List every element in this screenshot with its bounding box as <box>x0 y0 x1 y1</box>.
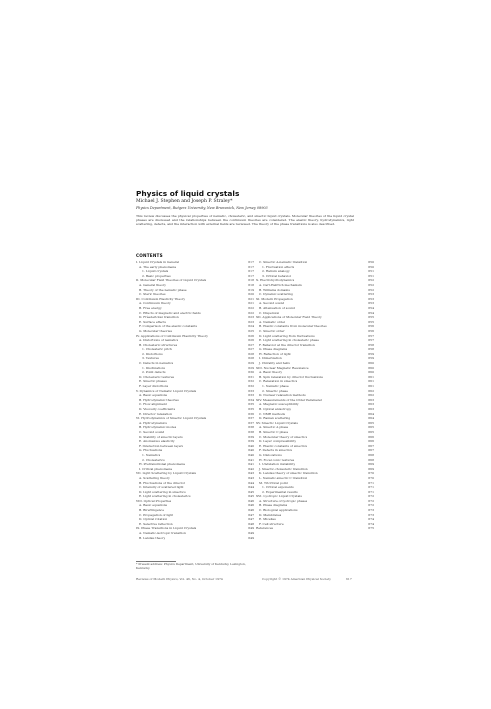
toc-entry-title: F. Defects in smectics <box>259 448 293 453</box>
toc-entry-page: 668 <box>368 457 374 462</box>
toc-entry-title: F. Layer distortions <box>139 384 169 389</box>
toc-entry-page: 652 <box>368 287 374 292</box>
toc-entry-page: 649 <box>248 526 254 531</box>
toc-entry-title: XIV. Measurements of the Order Parameter <box>256 397 323 402</box>
toc-entry-title: B. Elastic constants from molecular theories <box>259 324 327 329</box>
toc-entry-page: 638 <box>248 429 254 434</box>
toc-entry-title: E. Anomalous elasticity <box>139 439 175 444</box>
toc-entry-title: D. Fréedericksz transition <box>139 315 179 320</box>
toc-entry-page: 649 <box>248 531 254 536</box>
toc-entry-page: 620 <box>248 292 254 297</box>
toc-entry <box>256 526 374 531</box>
toc-entry-page: 622 <box>248 305 254 310</box>
toc-entry-page: 644 <box>248 485 254 490</box>
toc-entry-title: C. Molecular theory of smectics <box>259 434 308 439</box>
toc-entry-page: 659 <box>368 351 374 356</box>
toc-entry-title: C. Biological applications <box>259 508 298 513</box>
toc-entry-title: A. Basic equations <box>139 503 168 508</box>
toc-entry-title: A. Basic theory <box>259 370 283 375</box>
toc-entry-title: E. Smectic phases <box>139 379 167 384</box>
toc-entry-title: D. Layer compressibility <box>259 439 297 444</box>
toc-entry-title: C. Smectic order <box>259 328 285 333</box>
toc-entry-page: 661 <box>368 384 374 389</box>
toc-entry-page: 640 <box>248 448 254 453</box>
toc-entry-title: A. Distortions of nematics <box>139 338 179 343</box>
toc-entry-page: 656 <box>368 328 374 333</box>
toc-entry-page: 666 <box>368 439 374 444</box>
toc-entry-title: III. Continuum Elasticity Theory <box>136 296 186 301</box>
toc-entry-title: M. Tricritical point <box>259 480 288 485</box>
toc-entry-title: B. Optical anisotropy <box>259 407 292 411</box>
toc-entry-page: 617 <box>248 260 254 264</box>
toc-entry-title: K. Landau theory of smectic transition <box>259 471 318 476</box>
toc-entry-title: B. Hydrodynamic theories <box>139 397 179 402</box>
toc-entry-page: 651 <box>368 273 374 278</box>
toc-entry-title: VI. Hydrodynamics of Smectic Liquid Crystals <box>136 416 207 421</box>
toc-entry-title: A. The early phenomena <box>139 264 177 269</box>
toc-entry-page: 670 <box>368 471 374 476</box>
toc-entry-page: 645 <box>248 489 254 494</box>
toc-entry-page: 635 <box>248 407 254 411</box>
toc-entry-page: 662 <box>368 388 374 393</box>
toc-entry-page: 650 <box>368 264 374 269</box>
toc-entry-title: 1. Fluctuation effects <box>262 264 295 269</box>
toc-entry-title: B. Phase diagrams <box>259 503 288 508</box>
toc-entry-page: 665 <box>368 420 374 425</box>
toc-entry-title: 2. Point defects <box>142 370 166 375</box>
toc-entry-page: 653 <box>368 301 374 306</box>
toc-entry-title: C. Relaxation in smectics <box>259 379 298 384</box>
toc-entry-title: V. Dynamics of Nematic Liquid Crystals <box>136 388 197 393</box>
toc-entry-title: 2. Basic properties <box>142 273 171 278</box>
toc-entry-title: 1. Nematic phase <box>262 384 289 389</box>
toc-entry-page: 625 <box>248 328 254 333</box>
toc-entry-title: A. Hydrodynamics <box>139 420 167 425</box>
toc-entry-page: 628 <box>248 356 254 361</box>
toc-entry-page: 646 <box>248 508 254 513</box>
toc-entry-page: 671 <box>368 480 374 485</box>
toc-entry-page: 673 <box>368 512 374 517</box>
toc-entry-title: C. Intensity of scattered light <box>139 485 184 490</box>
toc-entry-title: E. Micelles <box>259 517 276 522</box>
toc-entry-page: 671 <box>368 489 374 494</box>
toc-entry-page: 639 <box>248 434 254 439</box>
copyright-line: Copyright © 1974 American Physical Society <box>262 577 331 581</box>
toc-entry-page: 663 <box>368 402 374 407</box>
toc-entry-page: 618 <box>248 278 254 283</box>
toc-entry-page: 667 <box>368 443 374 448</box>
toc-entry-page: 665 <box>368 429 374 434</box>
toc-entry-page: 635 <box>248 402 254 407</box>
toc-entry-page: 653 <box>368 296 374 301</box>
toc-entry-title: B. Free energy <box>139 305 162 310</box>
toc-entry-page: 634 <box>248 397 254 402</box>
toc-entry-page: 629 <box>248 365 254 370</box>
toc-entry-title: B. Birefringence <box>139 508 165 513</box>
toc-entry-title: E. Selective reflection <box>139 521 173 526</box>
toc-entry-page: 664 <box>368 411 374 416</box>
toc-entry-title: H. Pretransitional phenomena <box>139 462 185 467</box>
toc-entry-title: C. NMR methods <box>259 411 286 416</box>
toc-entry-title: B. Landau theory <box>139 535 166 540</box>
toc-entry-title: D. Membranes <box>259 512 282 517</box>
toc-entry-page: 617 <box>248 264 254 269</box>
toc-entry-title: I. Critical phenomena <box>139 466 173 471</box>
toc-entry-title: E. Surface effects <box>139 319 166 324</box>
article-abstract: This review discusses the physical properties of nematic, cholesteric, and smectic liquid crystals. Molecular theories of the liquid crystal phases are discussed and the relationships between the continuum theories are considered. The elastic theory, hydrodynamics, light scattering, defects, and the interaction with external fields are reviewed. The theory of the phase transitions is also described. <box>136 214 354 227</box>
toc-entry-title: F. Cell structure <box>259 521 284 526</box>
toc-entry-page: 653 <box>368 292 374 297</box>
toc-entry-page: 649 <box>248 535 254 540</box>
toc-entry-page: 650 <box>368 260 374 264</box>
toc-entry-page: 643 <box>248 475 254 480</box>
toc-entry-page: 672 <box>368 503 374 508</box>
toc-entry-title: F. Interaction between layers <box>139 443 184 448</box>
toc-entry-page: 655 <box>368 315 374 320</box>
toc-entry-title: A. Nematic order <box>259 319 286 324</box>
toc-entry-page: 664 <box>368 416 374 421</box>
toc-entry-page: 671 <box>368 485 374 490</box>
toc-entry-title: A. Structure of lyotropic phases <box>259 498 308 503</box>
toc-entry-title: C. Propagation of light <box>139 512 174 517</box>
toc-entry-title: C. Dispersion <box>259 310 280 315</box>
toc-entry-page: 646 <box>248 503 254 508</box>
toc-entry-title: C. Effects of magnetic and electric fields <box>139 310 201 315</box>
toc-entry-title: G. Molecular theories <box>139 328 172 333</box>
toc-entry-page: 662 <box>368 393 374 398</box>
toc-entry-title: C. Dynamic scattering <box>259 292 293 297</box>
author-affiliation: Physics Department, Rutgers University, New Brunswick, New Jersey 08903 <box>136 206 268 210</box>
toc-entry-page: 656 <box>368 324 374 329</box>
toc-entry-page: 657 <box>368 333 374 338</box>
toc-entry-title: 1. Liquid crystals <box>142 269 169 274</box>
toc-entry-page: 641 <box>248 457 254 462</box>
toc-entry-page: 624 <box>248 324 254 329</box>
toc-entry-title: C. Second sound <box>139 429 165 434</box>
toc-entry-title: A. General theory <box>139 282 166 287</box>
toc-entry-title: 2. Experimental results <box>262 489 298 494</box>
toc-entry-page: 675 <box>368 526 374 531</box>
toc-entry-title: A. Basic equations <box>139 393 168 398</box>
toc-entry-title: References <box>256 526 274 531</box>
toc-entry-title: C. Steric theories <box>139 292 166 297</box>
toc-entry-title: D. Cholesteric textures <box>139 374 175 379</box>
toc-entry-title: A. Nematic-isotropic transition <box>139 531 186 536</box>
article-authors: Michael J. Stephen and Joseph P. Straley* <box>136 199 233 204</box>
toc-entry-title: G. Dislocations <box>259 452 282 457</box>
toc-entry-title: IX. Phase Transitions in Liquid Crystals <box>136 526 197 531</box>
toc-entry-title: D. Optical rotation <box>139 517 168 522</box>
toc-entry-page: 621 <box>248 296 254 301</box>
toc-entry-page: 637 <box>248 420 254 425</box>
toc-entry-title: B. Fluctuations of the director <box>139 480 186 485</box>
toc-entry-title: A. Scattering theory <box>139 475 170 480</box>
toc-entry-page: 661 <box>368 374 374 379</box>
toc-entry-page: 644 <box>248 480 254 485</box>
toc-entry-page: 657 <box>368 338 374 343</box>
toc-entry-title: 1. Disclinations <box>142 365 166 370</box>
toc-entry-page: 673 <box>368 508 374 513</box>
toc-entry-title: D. Light scattering from fluctuations <box>259 333 315 338</box>
toc-entry-title: C. Smectic A-nematic transition <box>259 260 308 264</box>
toc-entry-page: 642 <box>248 466 254 471</box>
toc-entry-page: 639 <box>248 439 254 444</box>
toc-entry-title: C. Defects in nematics <box>139 361 174 366</box>
toc-entry-page: 661 <box>368 379 374 384</box>
toc-entry-title: H. Focal conic textures <box>259 457 295 462</box>
toc-entry-page: 629 <box>248 361 254 366</box>
toc-entry-title: E. Director relaxation <box>139 411 173 416</box>
toc-entry-title: E. Elastic constants of smectics <box>259 443 308 448</box>
toc-entry-title: E. Light scattering in cholesteric phase <box>259 338 319 343</box>
toc-entry-page: 672 <box>368 498 374 503</box>
toc-entry-page: 641 <box>248 462 254 467</box>
toc-entry-page: 651 <box>368 269 374 274</box>
toc-entry-title: A. Smectic A phase <box>259 425 289 430</box>
toc-entry-title: L. Nematic-smectic C transition <box>259 475 308 480</box>
toc-entry-page: 663 <box>368 397 374 402</box>
toc-entry-page: 655 <box>368 319 374 324</box>
toc-entry-title: XVI. Lyotropic Liquid Crystals <box>256 494 302 499</box>
toc-entry-page: 658 <box>368 347 374 352</box>
toc-entry-page: 621 <box>248 301 254 306</box>
toc-entry-title: 3. Textures <box>142 356 159 361</box>
toc-entry-title: H. Reflection of light <box>259 351 291 356</box>
toc-entry-title: J. Smectic-cholesteric transition <box>259 466 308 471</box>
toc-entry-page: 622 <box>248 310 254 315</box>
toc-entry-title: B. Spin relaxation by director fluctuations <box>259 374 323 379</box>
toc-entry-page: 660 <box>368 370 374 375</box>
toc-entry-title: VII. Light Scattering by Liquid Crystals <box>136 471 196 476</box>
toc-entry-page: 667 <box>368 448 374 453</box>
toc-entry <box>136 536 254 541</box>
toc-entry-title: D. Raman scattering <box>259 416 291 421</box>
toc-entry-page: 637 <box>248 416 254 421</box>
toc-entry-page: 643 <box>248 471 254 476</box>
toc-entry-title: F. Behavior at the director transition <box>259 342 315 347</box>
toc-entry-title: XIII. Nuclear Magnetic Resonance <box>256 365 309 370</box>
toc-entry-title: B. Cholesteric structures <box>139 342 178 347</box>
toc-entry-page: 619 <box>248 287 254 292</box>
toc-entry-page: 617 <box>248 273 254 278</box>
toc-entry-title: G. Fluctuations <box>139 448 163 453</box>
toc-entry-page: 630 <box>248 370 254 375</box>
toc-entry-title: A. Magnetic susceptibility <box>259 402 299 407</box>
toc-entry-title: 2. Distortions <box>142 351 163 356</box>
toc-entry-page: 660 <box>368 365 374 370</box>
toc-entry-page: 618 <box>248 282 254 287</box>
toc-entry-title: 2. Helium analogy <box>262 269 290 274</box>
toc-entry-page: 640 <box>248 452 254 457</box>
journal-citation: Reviews of Modern Physics, Vol. 46, No. 4, October 1974 <box>136 577 223 581</box>
toc-entry-title: B. Hydrodynamic modes <box>139 425 177 430</box>
toc-entry-page: 633 <box>248 393 254 398</box>
toc-entry-page: 648 <box>248 521 254 526</box>
toc-entry-title: B. Attenuation of sound <box>259 305 295 310</box>
toc-entry-title: 1. Nematics <box>142 452 161 457</box>
toc-entry-page: 674 <box>368 521 374 526</box>
toc-entry-page: 659 <box>368 356 374 361</box>
toc-entry-title: A. Continuum theory <box>139 301 171 306</box>
toc-entry-title: I. Liquid Crystals in General <box>136 260 180 264</box>
toc-entry-page: 632 <box>248 384 254 389</box>
toc-entry-page: 623 <box>248 315 254 320</box>
toc-entry-page: 647 <box>248 512 254 517</box>
toc-entry-page: 627 <box>248 342 254 347</box>
toc-entry-title: C. Flow alignment <box>139 402 167 407</box>
toc-entry-title: VIII. Optical Properties <box>136 498 172 503</box>
toc-entry-page: 670 <box>368 475 374 480</box>
page-number: 617 <box>346 577 352 581</box>
toc-entry-page: 638 <box>248 425 254 430</box>
toc-entry-title: 2. Smectic phase <box>262 388 288 393</box>
toc-entry-page: 633 <box>248 388 254 393</box>
toc-entry-page: 654 <box>368 310 374 315</box>
toc-entry-title: 1. Critical exponents <box>262 485 294 490</box>
toc-entry-page: 645 <box>248 494 254 499</box>
toc-entry-title: F. Comparison of the elastic constants <box>139 324 198 329</box>
footnote: * Present address: Physics Department, University of Kentucky, Lexington, Kentucky. <box>136 562 246 570</box>
toc-entry-title: D. Viscosity coefficients <box>139 407 176 411</box>
toc-entry-page: 654 <box>368 305 374 310</box>
toc-entry-title: X. Electrohydrodynamics <box>256 278 295 283</box>
toc-entry-page: 647 <box>248 517 254 522</box>
toc-entry-page: 623 <box>248 319 254 324</box>
toc-entry-page: 674 <box>368 517 374 522</box>
toc-entry-page: 663 <box>368 407 374 411</box>
toc-column-left <box>136 260 254 540</box>
toc-entry-title: A. Carr-Helfrich mechanism <box>259 282 302 287</box>
toc-entry-title: II. Molecular Field Theories of Liquid Crystals <box>136 278 207 283</box>
toc-entry-title: I. Dimerization <box>259 356 282 361</box>
toc-entry-title: XV. Smectic Liquid Crystals <box>256 420 298 425</box>
toc-entry-title: D. Stability of smectic layers <box>139 434 183 439</box>
toc-entry-title: G. Phase diagrams <box>259 347 288 352</box>
toc-entry-page: 632 <box>248 379 254 384</box>
toc-entry-page: 666 <box>368 434 374 439</box>
toc-entry-page: 646 <box>248 498 254 503</box>
toc-entry-title: IV. Applications of Continuum Elasticity Theory <box>136 333 208 338</box>
toc-entry-page: 669 <box>368 462 374 467</box>
toc-entry-page: 626 <box>248 333 254 338</box>
toc-entry-title: D. Nuclear relaxation methods <box>259 393 306 398</box>
toc-entry-title: B. Theory of the nematic phase <box>139 287 187 292</box>
toc-entry-page: 658 <box>368 342 374 347</box>
toc-entry-title: 1. Cholesteric pitch <box>142 347 172 352</box>
toc-entry-title: 3. Critical behavior <box>262 273 292 278</box>
toc-entry-page: 636 <box>248 411 254 416</box>
toc-column-right <box>256 260 374 531</box>
toc-entry-title: XII. Applications of Molecular Field Theory <box>256 315 322 320</box>
toc-entry-page: 652 <box>368 282 374 287</box>
toc-entry-page: 668 <box>368 452 374 457</box>
toc-entry-title: XI. Modern Propagation <box>256 296 293 301</box>
toc-entry-page: 617 <box>248 269 254 274</box>
toc-entry-title: 2. Cholesterics <box>142 457 165 462</box>
toc-entry-page: 672 <box>368 494 374 499</box>
toc-entry-title: I. Undulation instability <box>259 462 296 467</box>
toc-entry-page: 669 <box>368 466 374 471</box>
toc-entry-title: A. Second sound <box>259 301 285 306</box>
toc-entry-page: 627 <box>248 347 254 352</box>
toc-entry-page: 665 <box>368 425 374 430</box>
toc-entry-page: 640 <box>248 443 254 448</box>
toc-entry-title: J. Chirality and helix <box>259 361 290 366</box>
article-title: Physics of liquid crystals <box>136 189 240 198</box>
toc-entry-title: E. Light scattering in cholesterics <box>139 494 191 499</box>
toc-entry-page: 631 <box>248 374 254 379</box>
toc-entry-title: D. Light scattering in smectics <box>139 489 186 494</box>
toc-entry-page: 626 <box>248 338 254 343</box>
toc-entry-page: 628 <box>248 351 254 356</box>
toc-entry-title: B. Smectic C phase <box>259 429 289 434</box>
toc-entry-page: 652 <box>368 278 374 283</box>
toc-entry-page: 660 <box>368 361 374 366</box>
toc-entry-title: B. Williams domains <box>259 287 290 292</box>
contents-heading: CONTENTS <box>136 253 163 258</box>
